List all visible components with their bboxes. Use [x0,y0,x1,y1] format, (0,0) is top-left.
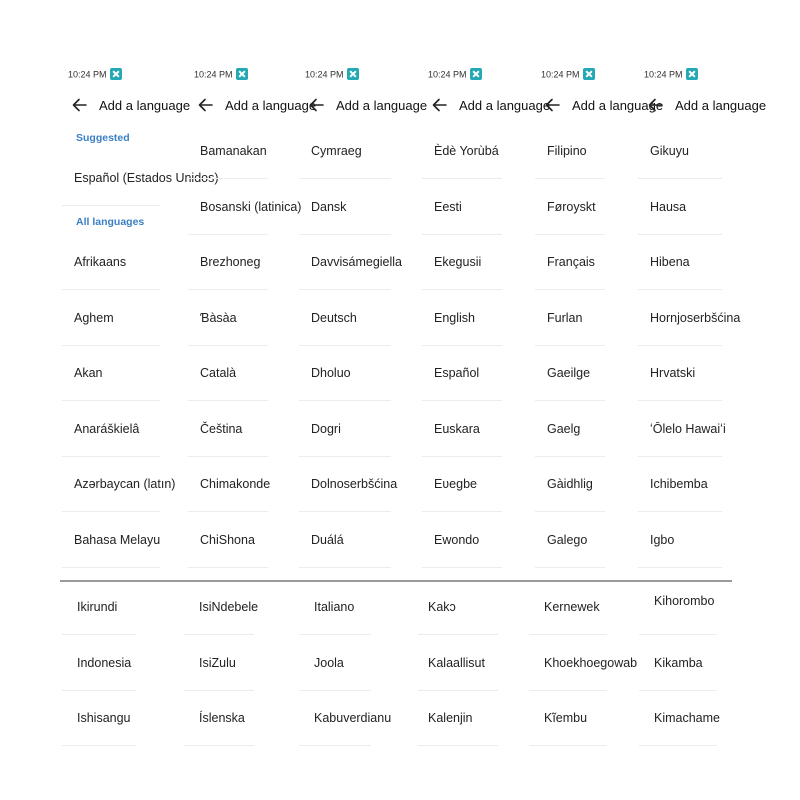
language-label: Íslenska [199,711,245,725]
language-item[interactable] [422,124,502,179]
language-label: Cymraeg [311,144,362,158]
language-item[interactable] [638,124,722,179]
language-label: Akan [74,366,103,380]
language-label: Bamanakan [200,144,267,158]
language-label: Igbo [650,532,675,547]
page-title: Add a language [336,98,428,113]
language-item[interactable] [422,180,502,235]
language-item[interactable] [529,580,607,635]
continuation-column-5 [529,580,638,750]
language-item[interactable] [422,235,502,290]
language-label: Anaráškielâ [74,421,140,436]
language-item[interactable] [535,180,605,235]
status-time: 10:24 PM [305,69,344,80]
language-item[interactable] [62,402,160,457]
language-label: Français [547,255,595,269]
language-item[interactable] [535,513,605,568]
status-time: 10:24 PM [428,69,467,80]
status-time: 10:24 PM [68,69,107,80]
language-label: Galego [547,532,588,547]
language-label: Čeština [200,421,243,436]
language-item[interactable] [299,180,391,235]
language-label: Hornjoserbšćina [650,310,741,325]
language-item[interactable] [638,513,722,568]
language-item[interactable] [638,291,741,346]
language-item[interactable] [299,457,398,512]
language-item[interactable] [188,346,268,401]
language-label: Español (Estados Unidos) [74,171,219,185]
language-label: Duálá [311,532,344,547]
status-bar [305,69,359,81]
language-item[interactable] [422,402,502,457]
continuation-column-3 [299,580,392,750]
language-item[interactable] [639,636,717,691]
notification-icon [470,68,482,80]
back-arrow-icon[interactable] [648,98,663,112]
language-item[interactable] [299,513,391,568]
language-item[interactable] [422,291,502,346]
language-item[interactable] [535,235,605,290]
status-time: 10:24 PM [541,69,580,80]
language-label: Dolnoserbšćina [311,477,398,491]
language-label: Kakɔ [428,600,456,614]
language-label: Deutsch [311,310,357,325]
status-bar [644,69,698,81]
language-item[interactable] [638,346,722,401]
app-bar [188,94,317,118]
app-bar [638,94,767,118]
language-item[interactable] [299,235,403,290]
language-label: Khoekhoegowab [544,655,638,670]
language-label: Hibena [650,255,690,269]
language-item[interactable] [529,636,638,691]
page-title: Add a language [459,98,551,113]
language-label: Kikamba [654,655,703,670]
language-label: Kĩembu [544,711,588,725]
language-item[interactable] [62,457,176,512]
status-time: 10:24 PM [644,69,683,80]
language-item[interactable] [188,235,268,290]
language-label: Azərbaycan (latın) [74,477,176,491]
language-item[interactable] [299,124,391,179]
notification-icon [347,68,359,80]
language-label: Kalenjin [428,711,473,725]
language-item[interactable] [62,580,136,635]
continuation-column-4 [418,580,498,750]
language-item[interactable] [299,402,391,457]
language-item[interactable] [184,636,254,691]
notification-icon [236,68,248,80]
back-arrow-icon[interactable] [198,98,213,112]
language-item[interactable] [535,457,605,512]
status-time: 10:24 PM [194,69,233,80]
language-item[interactable] [62,691,136,746]
language-label: ʻŌlelo Hawaiʻi [650,421,726,436]
screen-top [299,0,428,578]
status-bar [541,69,595,81]
language-label: Chimakonde [200,477,271,491]
language-item[interactable] [418,691,498,746]
language-item[interactable] [422,346,502,401]
language-label: Eesti [434,199,462,214]
language-item[interactable] [299,346,391,401]
language-item[interactable] [529,691,607,746]
language-label: Italiano [314,600,355,614]
section-divider [60,580,732,582]
status-bar [428,69,482,81]
language-label: Bosanski (latinica) [200,199,302,214]
language-item[interactable] [422,513,502,568]
language-label: Gaelg [547,421,581,436]
language-label: Hrvatski [650,366,696,380]
language-item[interactable] [62,513,160,568]
language-label: Davvisámegiella [311,255,403,269]
language-item[interactable] [638,180,722,235]
language-item[interactable] [535,402,605,457]
language-label: Euskara [434,421,480,436]
language-label: Eʋegbe [434,477,477,491]
language-label: Furlan [547,310,583,325]
language-item[interactable] [535,124,605,179]
language-label: Gikuyu [650,144,689,158]
back-arrow-icon[interactable] [309,98,324,112]
language-label: IsiZulu [199,655,236,670]
language-label: Ɓàsàa [200,310,237,325]
language-label: Español [434,366,480,380]
language-label: Dholuo [311,366,351,380]
language-label: Èdè Yorùbá [434,144,499,158]
status-bar [68,69,122,81]
continuation-column-6 [639,580,720,750]
language-item[interactable] [638,457,722,512]
language-label: Kabuverdianu [314,711,392,725]
language-label: Afrikaans [74,255,127,269]
language-label: Ikirundi [77,600,118,614]
language-label: Dansk [311,199,347,214]
screen-top [188,0,317,578]
page-title: Add a language [675,98,767,113]
language-label: IsiNdebele [199,600,259,614]
language-label: Kernewek [544,600,600,614]
suggested-header: Suggested [76,132,130,144]
language-item[interactable] [188,180,302,235]
screen-top [638,0,767,578]
language-item[interactable] [638,235,722,290]
language-item[interactable] [188,402,268,457]
language-label: Føroyskt [547,199,596,214]
language-label: Kihorombo [654,594,715,608]
language-item[interactable] [188,513,268,568]
page-title: Add a language [99,98,191,113]
page-title: Add a language [572,98,664,113]
language-item[interactable] [62,346,160,401]
status-bar [194,69,248,81]
language-label: Hausa [650,199,687,214]
language-label: English [434,310,475,325]
language-label: Brezhoneg [200,255,261,269]
language-item[interactable] [418,636,498,691]
language-item[interactable] [535,346,605,401]
language-label: Dogri [311,421,341,436]
language-item[interactable] [62,636,136,691]
language-label: Filipino [547,144,587,158]
language-label: Ekegusii [434,255,482,269]
language-label: Ewondo [434,532,480,547]
language-item[interactable] [535,291,605,346]
language-label: Bahasa Melayu [74,532,161,547]
language-label: Joola [314,655,344,670]
language-item[interactable] [62,235,160,290]
language-item[interactable] [188,291,268,346]
language-label: ChiShona [200,532,255,547]
back-arrow-icon[interactable] [545,98,560,112]
language-label: Ishisangu [77,711,131,725]
all-languages-header: All languages [76,216,145,228]
suggested-language-item[interactable] [62,151,219,206]
language-item[interactable] [299,636,371,691]
language-item[interactable] [188,124,268,179]
notification-icon [583,68,595,80]
language-label: Kalaallisut [428,655,485,670]
language-label: Català [200,366,237,380]
language-item[interactable] [638,402,726,457]
language-item[interactable] [184,580,259,635]
screen-top [422,0,551,578]
language-item[interactable] [184,691,254,746]
back-arrow-icon[interactable] [72,98,87,112]
language-item[interactable] [299,691,392,746]
app-bar [62,94,191,118]
language-label: Aghem [74,310,114,325]
language-item[interactable] [188,457,271,512]
language-label: Kimachame [654,711,720,725]
app-bar [535,94,664,118]
app-bar [422,94,551,118]
language-label: Indonesia [77,655,132,670]
language-label: Ichibemba [650,477,708,491]
language-item[interactable] [639,691,720,746]
language-item[interactable] [299,291,391,346]
language-label: Gàidhlig [547,477,593,491]
notification-icon [686,68,698,80]
language-item[interactable] [422,457,502,512]
language-item[interactable] [62,291,160,346]
language-item[interactable] [418,580,498,635]
language-item[interactable] [299,580,371,635]
back-arrow-icon[interactable] [432,98,447,112]
app-bar [299,94,428,118]
language-label: Gaeilge [547,366,591,380]
continuation-column-1 [62,580,136,750]
notification-icon [110,68,122,80]
page-title: Add a language [225,98,317,113]
continuation-column-2 [184,580,259,750]
language-item[interactable] [639,580,717,635]
